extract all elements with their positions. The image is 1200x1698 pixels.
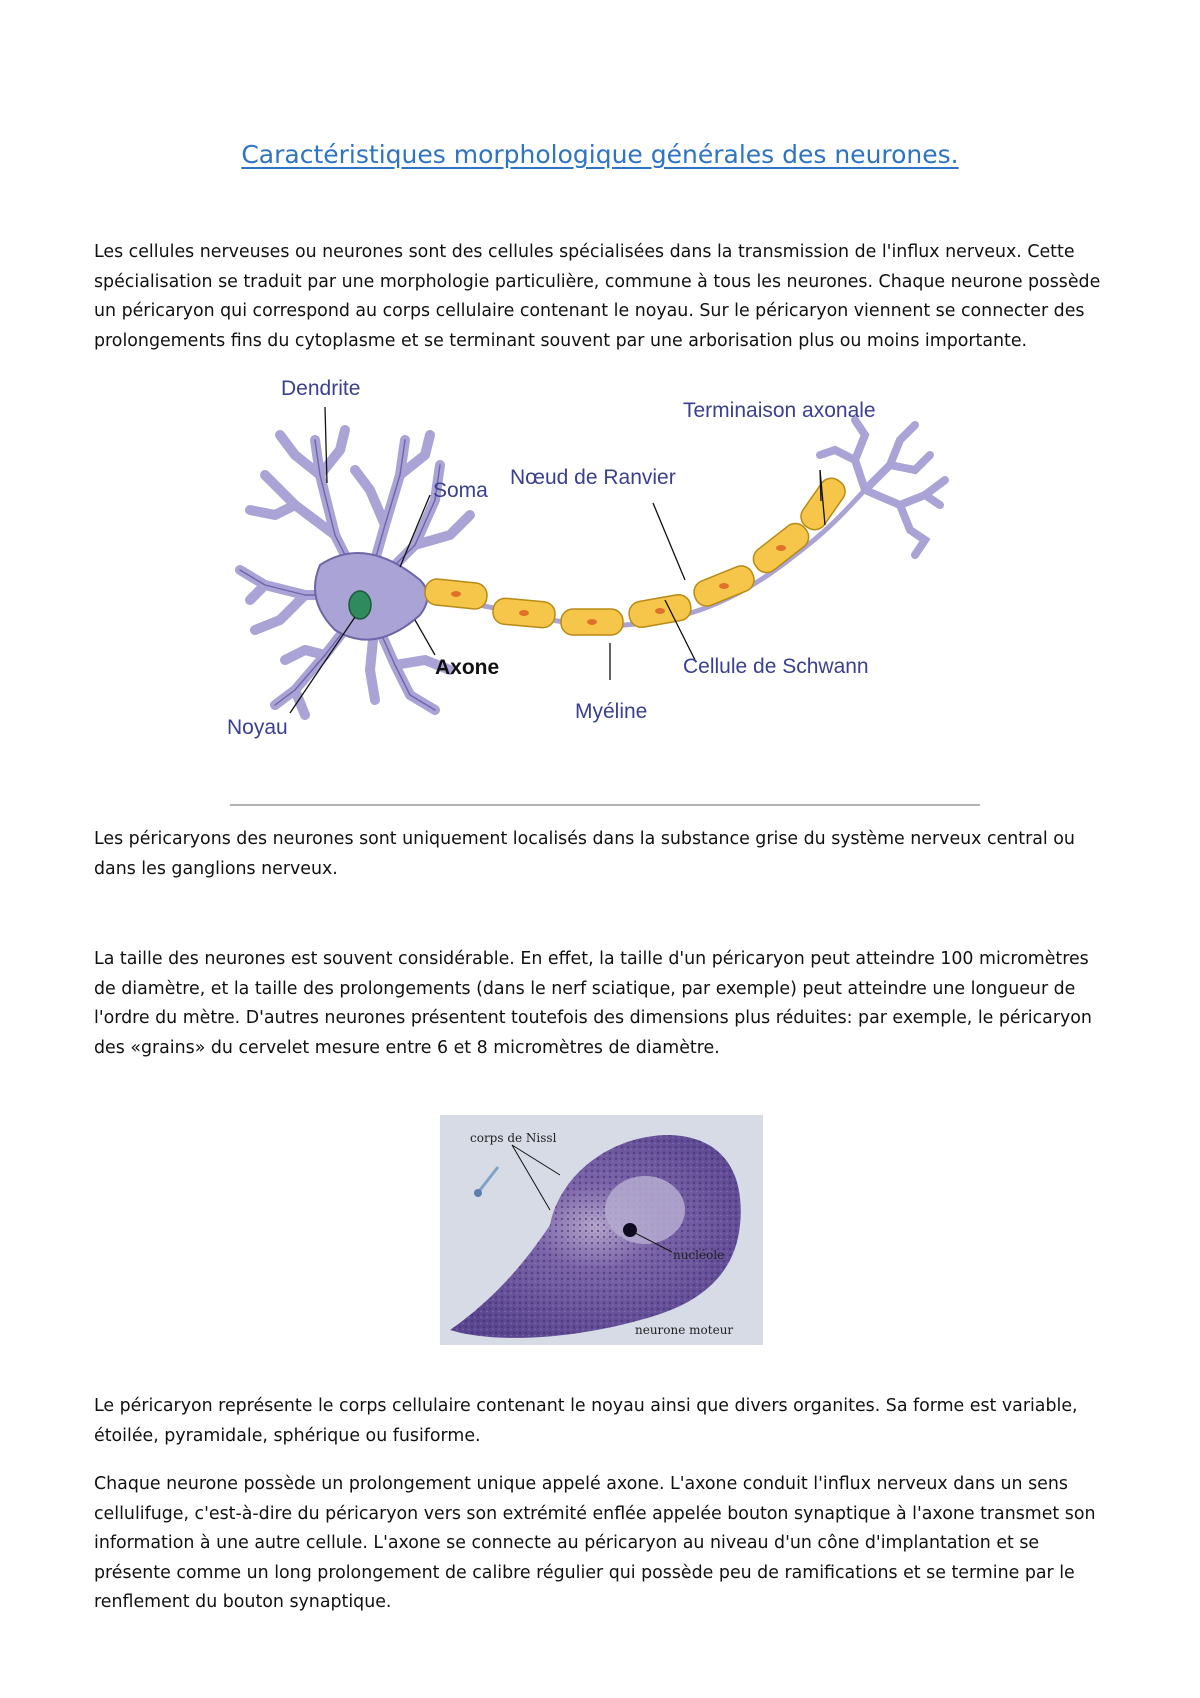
- label-neurone-moteur: neurone moteur: [635, 1323, 734, 1337]
- label-myeline: Myéline: [575, 700, 648, 723]
- label-terminaison-axonale: Terminaison axonale: [683, 399, 876, 422]
- label-noyau: Noyau: [227, 716, 288, 739]
- paragraph-localisation: Les péricaryons des neurones sont uniquement localisés dans la substance grise du système nerveux central ou dans les ganglions nerveux.: [94, 829, 1075, 879]
- page-title: Caractéristiques morphologique générales des neurones.: [241, 140, 959, 169]
- paragraph-intro: Les cellules nerveuses ou neurones sont des cellules spécialisées dans la transmission de l'influx nerveux. Cette spécialisation se traduit par une morphologie particulière, commune à tous les neurones. Chaque neurone possède un péricaryon qui correspond au corps cellulaire contenant le noyau. Sur le péricaryon viennent se connecter des prolongements fins du cytoplasme et se terminant souvent par une arborisation plus ou moins importante.: [94, 242, 1101, 351]
- paragraph-pericaryon: Le péricaryon représente le corps cellulaire contenant le noyau ainsi que divers organites. Sa forme est variable, étoilée, pyramidale, sphérique ou fusiforme.: [94, 1396, 1078, 1446]
- nucleolus-dot: [623, 1223, 637, 1237]
- nucleus-shape: [349, 591, 371, 619]
- soma-body: [315, 553, 428, 640]
- paragraph-taille: La taille des neurones est souvent considérable. En effet, la taille d'un péricaryon peut atteindre 100 micromètres de diamètre, et la taille des prolongements (dans le nerf sciatique, par exemple) peut atteindre une longueur de l'ordre du mètre. D'autres neurones présentent toutefois des dimensions plus réduites: par exemple, le péricaryon des «grains» du cervelet mesure entre 6 et 8 micromètres de diamètre.: [94, 949, 1092, 1058]
- label-corps-nissl: corps de Nissl: [470, 1131, 557, 1145]
- label-cellule-schwann: Cellule de Schwann: [683, 655, 869, 678]
- label-soma: Soma: [433, 479, 488, 502]
- label-dendrite: Dendrite: [281, 377, 361, 400]
- micrograph-figure: [440, 1115, 763, 1345]
- label-nucleole: nucléole: [673, 1248, 725, 1262]
- paragraph-axone: Chaque neurone possède un prolongement unique appelé axone. L'axone conduit l'influx nerveux dans un sens cellulifuge, c'est-à-dire du péricaryon vers son extrémité enflée appelée bouton synaptique à l'axone transmet son information à une autre cellule. L'axone se connecte au péricaryon au niveau d'un cône d'implantation et se présente comme un long prolongement de calibre régulier qui possède peu de ramifications et se termine par le renflement du bouton synaptique.: [94, 1474, 1096, 1612]
- cell-nucleus: [605, 1176, 685, 1244]
- label-axone: Axone: [435, 656, 500, 679]
- label-noeud-ranvier: Nœud de Ranvier: [510, 466, 676, 489]
- neuron-diagram: [225, 377, 985, 805]
